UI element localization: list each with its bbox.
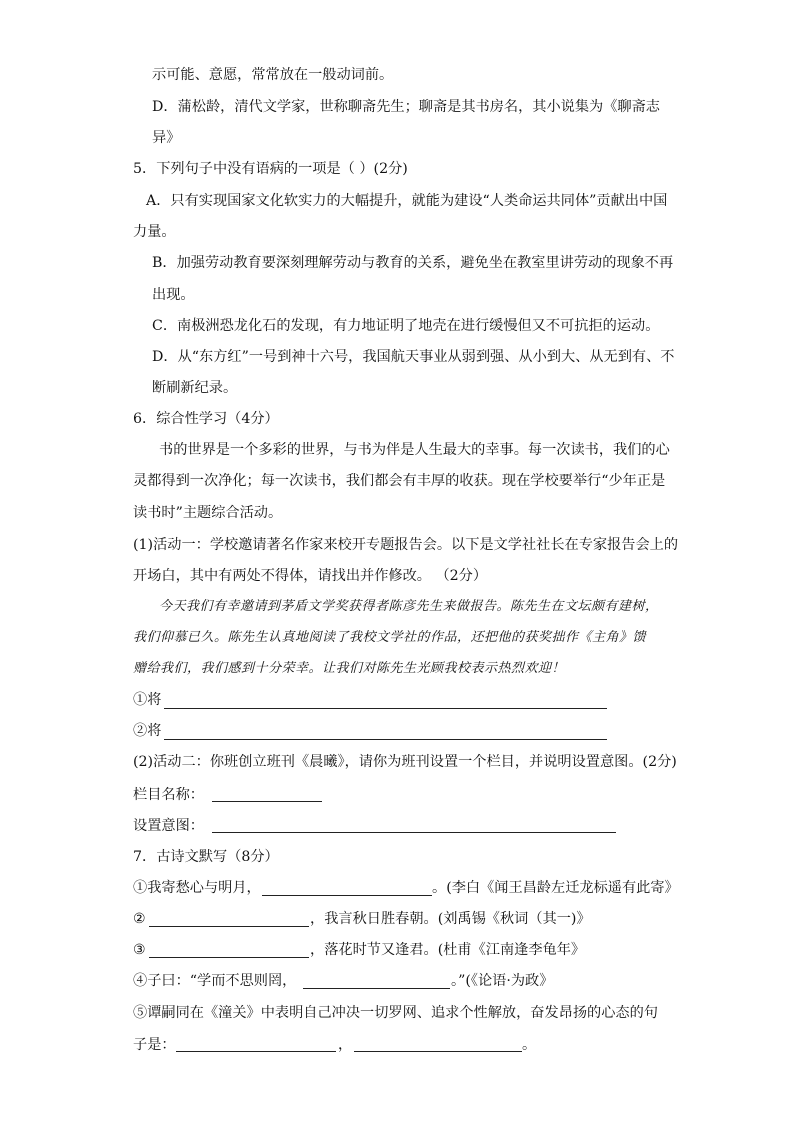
q7-poem3-blank[interactable] — [149, 957, 309, 958]
q6-intent-label: 设置意图： — [133, 818, 204, 834]
q5-stem: 5．下列句子中没有语病的一项是（ ）(2分) — [133, 161, 408, 177]
q7-poem4-start: ④子曰：“学而不思则罔， — [133, 973, 297, 989]
q5-option-b-line1: B．加强劳动教育要深刻理解劳动与教育的关系，避免坐在教室里讲劳动的现象不再 — [152, 255, 674, 271]
q7-poem1-source: 。(李白《闻王昌龄左迁龙标遥有此寄》 — [432, 880, 679, 896]
q6-speech-line1: 今天我们有幸邀请到茅盾文学奖获得者陈彦先生来做报告。陈先生在文坛颇有建树， — [159, 599, 659, 614]
q7-poem5-label: 子是： — [133, 1037, 176, 1053]
q4-option-d-line1: D．蒲松龄，清代文学家，世称聊斋先生；聊斋是其书房名，其小说集为《聊斋志 — [152, 99, 660, 115]
q6-fix1-answer-blank[interactable] — [164, 708, 607, 709]
q7-poem3-rest: ，落花时节又逢君。(杜甫《江南逢李龟年》 — [310, 942, 586, 958]
q7-poem2-mark: ② — [133, 911, 146, 927]
q6-column-name-label: 栏目名称： — [133, 787, 204, 803]
q5-option-c: C．南极洲恐龙化石的发现，有力地证明了地壳在进行缓慢但又不可抗拒的运动。 — [152, 318, 660, 334]
q6-activity1-line1: (1)活动一：学校邀请著名作家来校开专题报告会。以下是文学社社长在专家报告会上的 — [133, 537, 679, 553]
q6-intent-blank[interactable] — [212, 832, 616, 833]
q6-column-name-blank[interactable] — [212, 801, 322, 802]
q7-poem4-blank[interactable] — [303, 988, 450, 989]
q5-option-d-line1: D．从“东方红”一号到神十六号，我国航天事业从弱到强、从小到大、从无到有、不 — [152, 349, 675, 365]
q7-poem5-blank1[interactable] — [176, 1051, 336, 1052]
q7-poem5-line1: ⑤谭嗣同在《潼关》中表明自己冲决一切罗网、追求个性解放，奋发昂扬的心态的句 — [133, 1005, 658, 1021]
q7-poem5-period: 。 — [522, 1037, 537, 1053]
q5-option-b-line2: 出现。 — [152, 287, 195, 303]
q7-poem4-source: 。”(《论语·为政》 — [451, 973, 554, 989]
q6-activity2: (2)活动二：你班创立班刊《晨曦》，请你为班刊设置一个栏目，并说明设置意图。(2分) — [133, 754, 677, 770]
q5-option-a-line1: A．只有实现国家文化软实力的大幅提升，就能为建设“人类命运共同体”贡献出中国 — [146, 193, 668, 209]
q7-poem1-blank[interactable] — [262, 895, 432, 896]
q7-poem2-blank[interactable] — [149, 926, 309, 927]
q7-poem5-blank2[interactable] — [354, 1051, 522, 1052]
q7-poem5-comma: ， — [338, 1037, 353, 1053]
q6-intro-line3: 读书时”主题综合活动。 — [133, 505, 283, 521]
q7-poem3-mark: ③ — [133, 942, 146, 958]
q7-stem: 7．古诗文默写（8分） — [133, 849, 279, 865]
q5-option-d-line2: 断刷新纪录。 — [152, 380, 238, 396]
q6-stem: 6．综合性学习（4分） — [133, 411, 279, 427]
q5-option-a-line2: 力量。 — [133, 224, 176, 240]
q6-fix2-label: ②将 — [133, 723, 162, 739]
q6-fix1-label: ①将 — [133, 692, 162, 708]
q6-activity1-line2: 开场白，其中有两处不得体，请找出并作修改。 （2分） — [133, 568, 488, 584]
q6-speech-line2: 我们仰慕已久。陈先生认真地阅读了我校文学社的作品，还把他的获奖拙作《主角》馈 — [133, 630, 647, 645]
q6-intro-line1: 书的世界是一个多彩的世界，与书为伴是人生最大的幸事。每一次读书，我们的心 — [159, 442, 670, 458]
q7-poem2-rest: ，我言秋日胜春朝。(刘禹锡《秋词（其一)》 — [310, 911, 591, 927]
q4-line-end: 示可能、意愿，常常放在一般动词前。 — [152, 67, 394, 83]
q6-speech-line3: 赠给我们，我们感到十分荣幸。让我们对陈先生光顾我校表示热烈欢迎！ — [133, 661, 566, 676]
q4-option-d-line2: 异》 — [152, 130, 181, 146]
q6-fix2-answer-blank[interactable] — [164, 739, 607, 740]
q7-poem1-start: ①我寄愁心与明月， — [133, 880, 261, 896]
q6-intro-line2: 灵都得到一次净化；每一次读书，我们都会有丰厚的收获。现在学校要举行“少年正是 — [133, 473, 666, 489]
